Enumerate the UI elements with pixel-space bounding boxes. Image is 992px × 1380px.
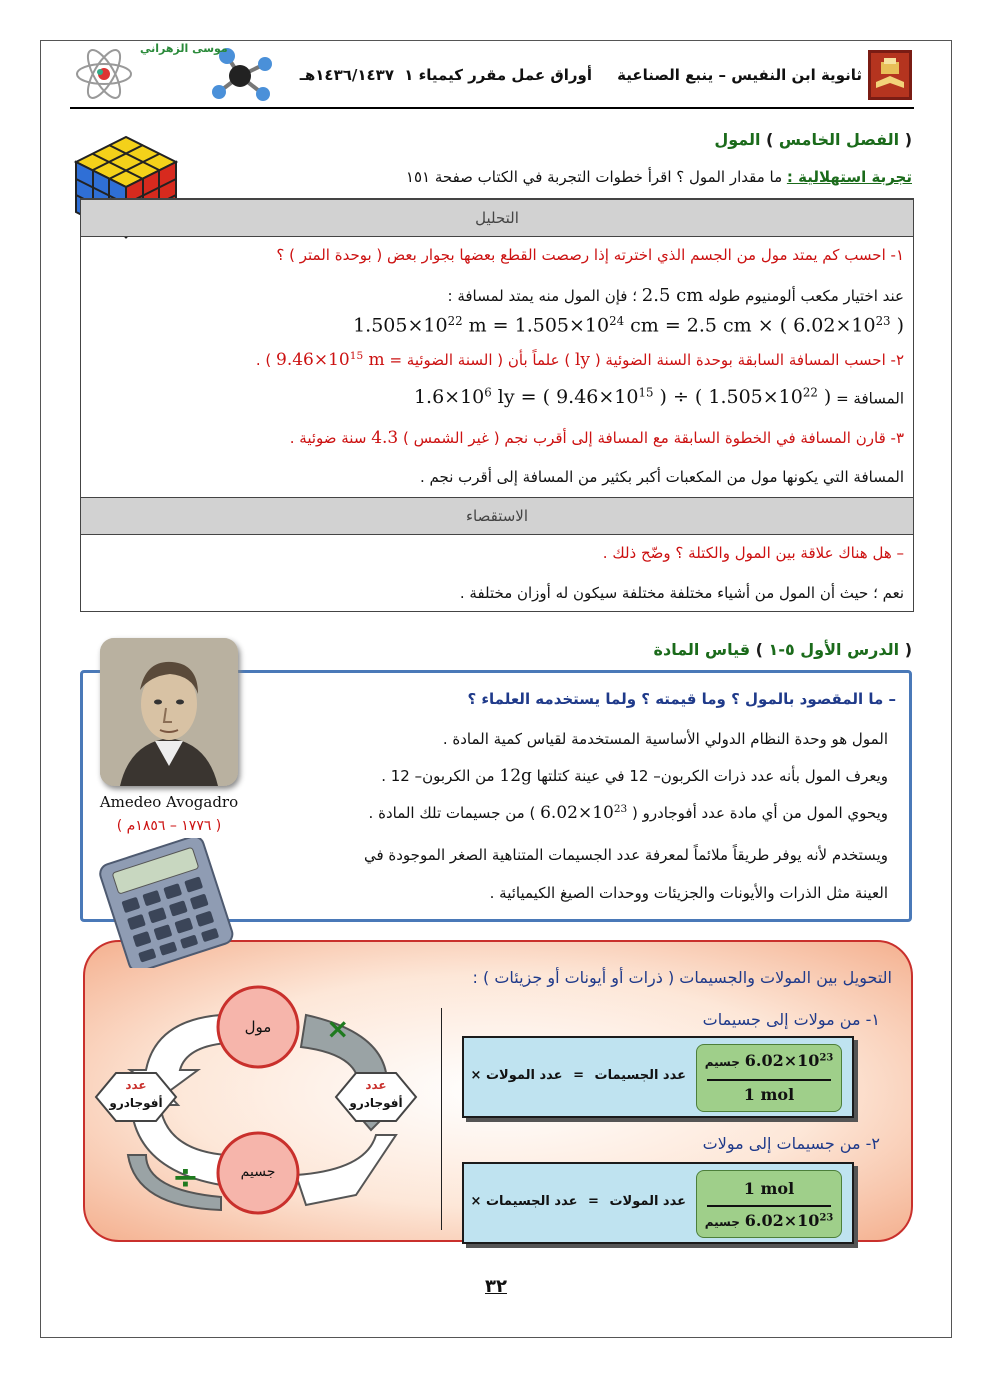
calculator-icon (92, 838, 240, 968)
atom-logo (74, 44, 134, 104)
mole-question: – ما المقصود بالمول ؟ وما قيمته ؟ ولما يستخدمه العلماء ؟ (467, 690, 896, 708)
mole-line-5: العينة مثل الذرات والأيونات والجزيئات ووحدات الصيغ الكيميائية . (489, 884, 888, 902)
analysis-q2 (256, 350, 904, 370)
c2-den-unit: جسيم (704, 1215, 740, 1229)
conversion-2-title: ٢- من جسيمات إلى مولات (702, 1134, 880, 1153)
lesson-close: ) (755, 640, 763, 659)
q2-value-exp: 15 (349, 350, 364, 363)
a2-formula-exp: 15 (638, 386, 654, 400)
c1-num-exp: 23 (819, 1052, 834, 1064)
chapter-close: ) (766, 130, 774, 149)
c2-equation (471, 1194, 686, 1209)
header-rule (70, 107, 914, 109)
experiment-label: تجربة استهلالية : (786, 168, 912, 186)
header-year: ١٤٣٦/١٤٣٧هـ (299, 66, 394, 84)
avogadro-number-exp: 23 (613, 803, 628, 816)
q2-unit: ly (574, 350, 591, 370)
a2-formula-part: ) ÷ ( 1.505×10 (653, 386, 803, 409)
a2-formula-part: 1.6×10 (413, 386, 485, 409)
a1-formula-part: m = 1.505×10 (462, 314, 610, 337)
lesson-subject: قياس المادة (653, 640, 751, 659)
panel-divider (441, 1008, 442, 1230)
chapter-title (714, 130, 912, 149)
formula-box-1 (462, 1036, 854, 1118)
inquiry-question: – هل هناك علاقة بين المول والكتلة ؟ وضّح ذلك . (602, 544, 904, 562)
c1-fraction-bar (707, 1079, 831, 1081)
c1-num-part: 6.02×10 (744, 1051, 820, 1070)
mole-line-3-text: ويحوي المول من أي مادة عدد أفوجادرو ( (632, 804, 888, 822)
a1-formula-exp: 22 (447, 314, 463, 328)
experiment-line (406, 168, 912, 186)
c1-lhs: عدد الجسيمات (594, 1068, 686, 1083)
mole-line-2-text: من الكربون– 12 . (381, 767, 495, 785)
mole-line-3 (369, 803, 888, 823)
cycle-avogadro-left-1: عدد (125, 1078, 147, 1092)
a1-formula-part: ) (890, 314, 904, 337)
header-worksheet: أوراق عمل مقرر كيمياء ١ (404, 66, 592, 84)
avogadro-number (540, 803, 627, 823)
chapter-subject: المول (714, 130, 761, 149)
mole-line-3-text: ) من جسيمات تلك المادة . (368, 804, 536, 822)
cycle-avogadro-right-2: أفوجادرو (349, 1096, 403, 1110)
mole-line-1: المول هو وحدة النظام الدولي الأساسية المستخدمة لقياس كمية المادة . (442, 730, 888, 748)
calculator-image (92, 838, 240, 968)
q3-text: سنة ضوئية . (289, 429, 367, 447)
c2-den-value (745, 1211, 833, 1230)
c1-denominator: 1 mol (743, 1085, 795, 1104)
avogadro-portrait (100, 638, 238, 786)
page-number: ٣٢ (485, 1276, 507, 1297)
q3-value: 4.3 (371, 428, 399, 448)
header-author: موسى الزهراني (140, 42, 228, 55)
q2-text: ) . (255, 351, 272, 369)
c2-den-part: 6.02×10 (744, 1211, 820, 1230)
avogadro-years: ( ١٧٧٦ – ١٨٥٦م ) (116, 818, 222, 834)
analysis-header: التحليل (81, 199, 913, 237)
lesson-title (654, 640, 912, 659)
analysis-a1-formula (353, 314, 904, 336)
a2-formula-part: ) (817, 386, 832, 409)
cycle-mole-label: مول (244, 1018, 272, 1036)
analysis-a2 (414, 386, 904, 408)
atom-icon (74, 44, 134, 104)
header-school: ثانوية ابن النفيس – ينبع الصناعية (617, 66, 862, 84)
mole-line-2 (381, 766, 888, 786)
analysis-a3: المسافة التي يكونها مول من المكعبات أكبر بكثير من المسافة إلى أقرب نجم . (420, 468, 904, 486)
avogadro-name: Amedeo Avogadro (99, 793, 239, 811)
formula-box-2 (462, 1162, 854, 1244)
a2-formula-exp: 6 (484, 386, 492, 400)
lesson-open: ( (904, 640, 912, 659)
cycle-avogadro-left-2: أفوجادرو (109, 1096, 163, 1110)
c1-eq: = (573, 1068, 584, 1083)
a1-formula-exp: 23 (875, 314, 891, 328)
school-logo (868, 50, 912, 100)
c1-term: عدد المولات (485, 1068, 563, 1083)
mole-line-4: ويستخدم لأنه يوفر طريقاً ملائماً لمعرفة عدد الجسيمات المتناهية الصغر الموجودة في (363, 846, 888, 864)
c1-equation (471, 1068, 686, 1083)
divide-sign-icon: ÷ (172, 1158, 199, 1196)
book-emblem-icon (868, 50, 912, 100)
q2-value-part: 9.46×10 (276, 350, 350, 370)
a2-formula-part: ly = ( 9.46×10 (491, 386, 639, 409)
conversion-title: التحويل بين المولات والجسيمات ( ذرات أو أيونات أو جزيئات ) : (472, 968, 892, 987)
a2-formula-exp: 22 (802, 386, 818, 400)
multiply-sign-icon: × (326, 1012, 350, 1045)
a1-cube-length: 2.5 cm (641, 285, 704, 306)
a2-label: المسافة = (836, 389, 904, 408)
a1-formula-part: 1.505×10 (353, 314, 448, 337)
a1-text-after: ؛ فإن المول منه يمتد لمسافة : (447, 287, 637, 305)
a1-text-before: عند اختيار مكعب ألومنيوم طوله (708, 287, 904, 305)
cycle-avogadro-right-1: عدد (365, 1078, 387, 1092)
c1-numerator (697, 1051, 841, 1070)
c2-den-exp: 23 (819, 1212, 834, 1224)
c2-times: × (470, 1194, 482, 1209)
chapter-open: ( (904, 130, 912, 149)
c2-lhs: عدد المولات (609, 1194, 686, 1209)
cycle-particle-label: جسيم (240, 1164, 276, 1180)
chapter-name: الفصل الخامس (778, 130, 900, 149)
q3-text: ٣- قارن المسافة في الخطوة السابقة مع المسافة إلى أقرب نجم ( غير الشمس ) (403, 429, 904, 447)
c2-numerator: 1 mol (743, 1179, 795, 1198)
q2-text: ٢- احسب المسافة السابقة بوحدة السنة الضوئية ( (594, 351, 904, 369)
c2-eq: = (588, 1194, 599, 1209)
a2-formula (414, 386, 831, 408)
a1-formula-part: cm = 2.5 cm × ( 6.02×10 (624, 314, 876, 337)
c1-num-value (745, 1051, 833, 1070)
inquiry-answer: نعم ؛ حيث أن المول من أشياء مختلفة مختلفة سيكون له أوزان مختلفة . (459, 584, 904, 602)
a1-formula-exp: 24 (609, 314, 625, 328)
analysis-a1-text (448, 285, 905, 306)
c2-term: عدد الجسيمات (485, 1194, 578, 1209)
inquiry-header: الاستقصاء (81, 497, 913, 535)
arrow-bottom-right (296, 1135, 396, 1205)
analysis-q1: ١- احسب كم يمتد مول من الجسم الذي اخترته إذا رصصت القطع بعضها بجوار بعض ( بوحدة المتر ) ؟ (276, 246, 904, 264)
portrait-icon (100, 638, 238, 786)
q2-lightyear-value (276, 350, 385, 370)
c1-times: × (470, 1068, 482, 1083)
c1-num-unit: جسيم (704, 1055, 740, 1069)
avogadro-number-part: 6.02×10 (540, 803, 614, 823)
lesson-name: الدرس الأول ٥-١ (768, 640, 900, 659)
c2-fraction (696, 1170, 842, 1238)
conversion-1-title: ١- من مولات إلى جسيمات (702, 1010, 880, 1029)
q2-text: ) علماً بأن ( السنة الضوئية = (389, 351, 571, 369)
c1-fraction (696, 1044, 842, 1112)
mole-line-2-mass: 12g (499, 766, 532, 786)
q2-value-part: m (363, 350, 385, 370)
mole-line-2-text: ويعرف المول بأنه عدد ذرات الكربون– 12 في عينة كتلتها (536, 767, 888, 785)
analysis-q3 (290, 428, 904, 448)
experiment-text: ما مقدار المول ؟ اقرأ خطوات التجربة في الكتاب صفحة ١٥١ (405, 168, 783, 186)
c2-fraction-bar (707, 1205, 831, 1207)
c2-denominator (697, 1211, 841, 1230)
